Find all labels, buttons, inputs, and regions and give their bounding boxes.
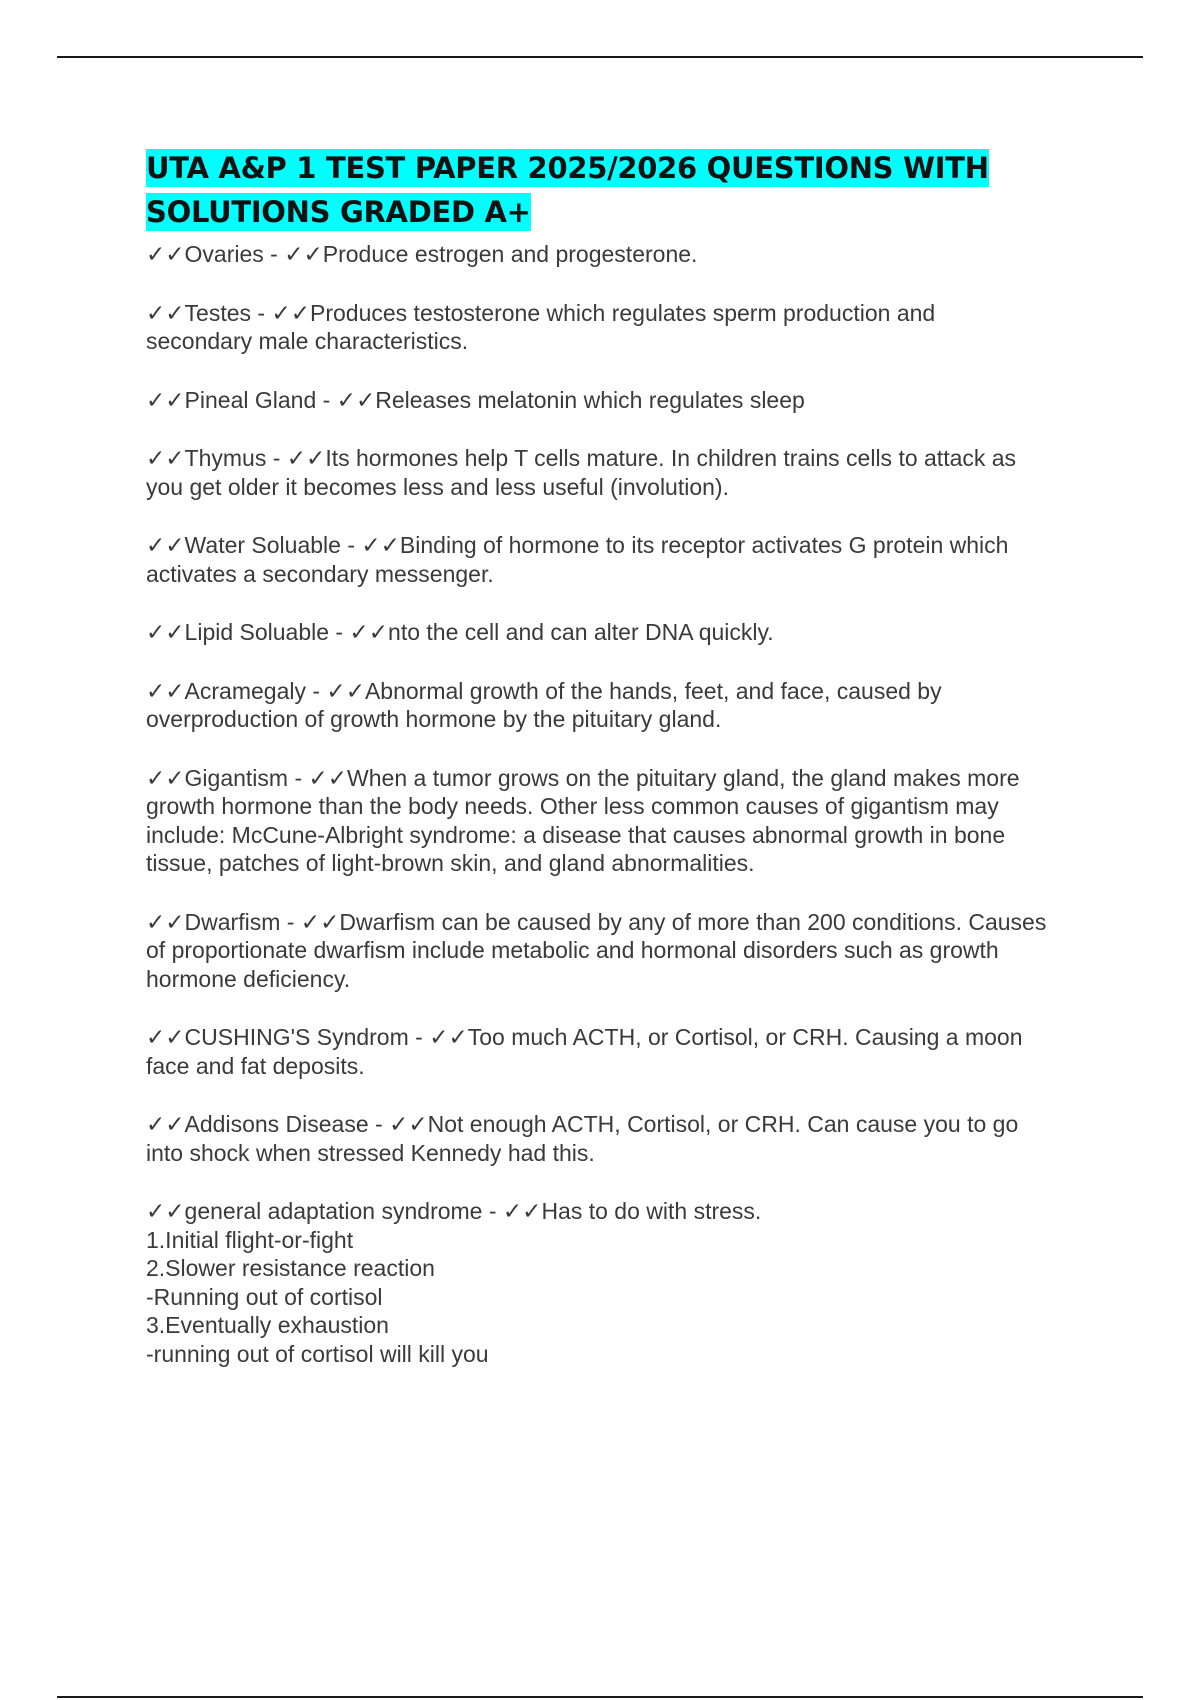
- qa-item-gigantism: ✓✓Gigantism - ✓✓When a tumor grows on the pituitary gland, the gland makes more growth hormone than the body needs. Other less common causes of gigantism may include: McCune-Albright syndrome: a disease that causes abnormal growth in bone tissue, patches of light-brown skin, and gland abnormalities.: [146, 764, 1020, 876]
- qa-item-thymus: ✓✓Thymus - ✓✓Its hormones help T cells mature. In children trains cells to attack as you get older it becomes less and less useful (involution).: [146, 445, 1017, 500]
- qa-item-testes: ✓✓Testes - ✓✓Produces testosterone which regulates sperm production and secondary male characteristics.: [146, 299, 936, 354]
- qa-item-lipid-soluble: ✓✓Lipid Soluable - ✓✓nto the cell and can alter DNA quickly.: [146, 619, 774, 645]
- title-line-2: SOLUTIONS GRADED A+: [146, 195, 531, 229]
- qa-item-pineal-gland: ✓✓Pineal Gland - ✓✓Releases melatonin which regulates sleep: [146, 386, 805, 413]
- qa-item-addisons: ✓✓Addisons Disease - ✓✓Not enough ACTH, Cortisol, or CRH. Can cause you to go into shock when stressed Kennedy had this.: [146, 1111, 1019, 1166]
- qa-item-general-adaptation: ✓✓general adaptation syndrome - ✓✓Has to do with stress. 1.Initial flight-or-fight 2.Slower resistance reaction -Running out of cortisol 3.Eventually exhaustion -running out of cortisol will kill you: [146, 1198, 762, 1367]
- qa-item-water-soluble: ✓✓Water Soluable - ✓✓Binding of hormone to its receptor activates G protein which activates a secondary messenger.: [146, 532, 1009, 587]
- qa-item-acromegaly: ✓✓Acramegaly - ✓✓Abnormal growth of the hands, feet, and face, caused by overproduction of growth hormone by the pituitary gland.: [146, 677, 942, 732]
- qa-item-cushings: ✓✓CUSHING'S Syndrom - ✓✓Too much ACTH, or Cortisol, or CRH. Causing a moon face and fat deposits.: [146, 1024, 1023, 1079]
- header-rule: [57, 56, 1143, 58]
- qa-list: [146, 240, 1096, 1368]
- title-line-1: UTA A&P 1 TEST PAPER 2025/2026 QUESTIONS WITH: [146, 151, 989, 185]
- document-body: [146, 146, 1096, 1398]
- qa-item-dwarfism: ✓✓Dwarfism - ✓✓Dwarfism can be caused by any of more than 200 conditions. Causes of proportionate dwarfism include metabolic and hormonal disorders such as growth hormone deficiency.: [146, 908, 1047, 992]
- footer-rule: [57, 1696, 1143, 1698]
- qa-item-ovaries: ✓✓Ovaries - ✓✓Produce estrogen and progesterone.: [146, 241, 698, 267]
- document-title: [146, 146, 1096, 234]
